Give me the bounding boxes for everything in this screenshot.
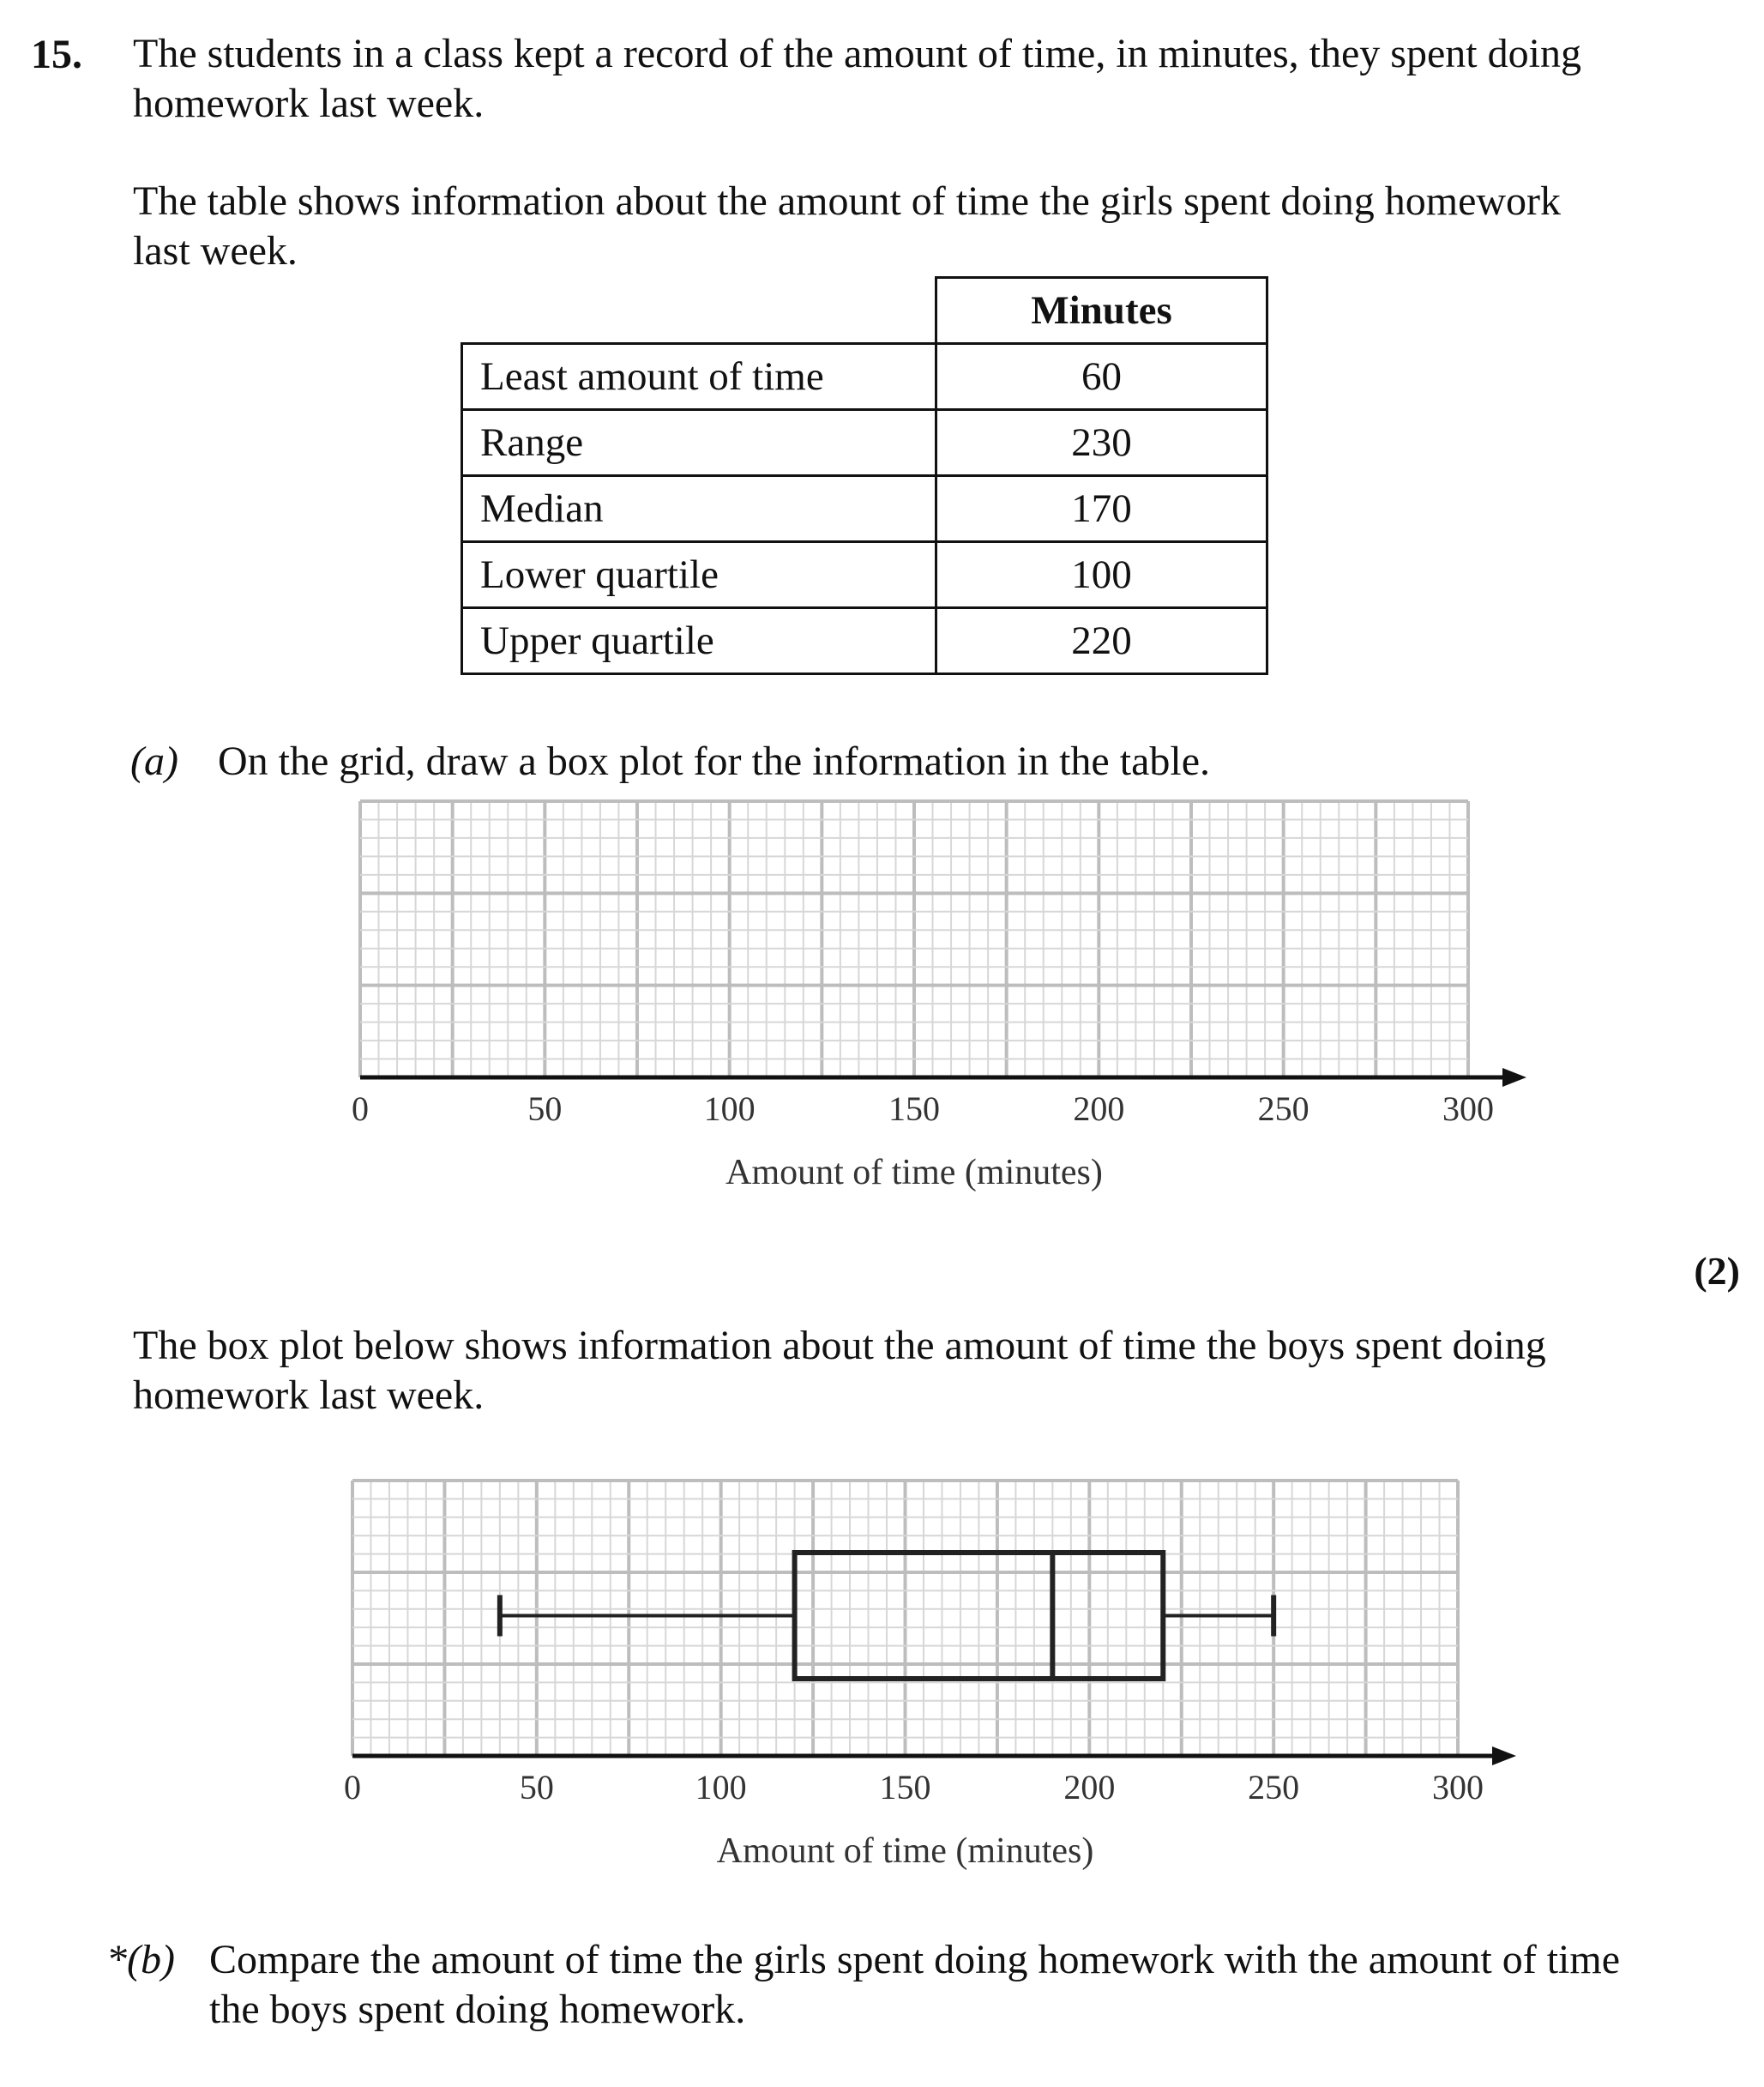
- question-number: 15.: [31, 32, 82, 77]
- x-tick-label: 100: [695, 1768, 747, 1807]
- table-row-value: 230: [936, 410, 1267, 476]
- x-tick-label: 50: [519, 1768, 554, 1807]
- question-intro-line-1: The students in a class kept a record of the amount of time, in minutes, they spent doing: [133, 31, 1581, 76]
- table-row-label: Upper quartile: [462, 608, 936, 674]
- table-row-label: Median: [462, 476, 936, 542]
- x-axis-arrowhead: [1502, 1068, 1526, 1087]
- boys-intro-line-2: homework last week.: [133, 1372, 485, 1418]
- x-tick-label: 0: [352, 1089, 369, 1128]
- part-a-label: (a): [130, 739, 178, 784]
- part-a-text: On the grid, draw a box plot for the information in the table.: [217, 739, 1211, 784]
- table-header-minutes: Minutes: [936, 278, 1267, 344]
- boys-intro-line-1: The box plot below shows information about the amount of time the boys spent doing: [133, 1323, 1546, 1368]
- table-row-value: 220: [936, 608, 1267, 674]
- x-tick-label: 100: [703, 1089, 756, 1128]
- part-b-prompt: [106, 1935, 1620, 2035]
- x-tick-label: 200: [1063, 1768, 1116, 1807]
- x-axis-label: Amount of time (minutes): [725, 1153, 1103, 1192]
- table-row-value: 170: [936, 476, 1267, 542]
- x-tick-label: 150: [879, 1768, 931, 1807]
- x-tick-label: 0: [344, 1768, 361, 1807]
- part-b-line-2: the boys spent doing homework.: [209, 1987, 746, 2032]
- part-a-marks: (2): [1694, 1249, 1740, 1293]
- table-intro-line-2: last week.: [133, 228, 298, 274]
- table-row-label: Range: [462, 410, 936, 476]
- part-b-label: *(b): [106, 1937, 175, 1982]
- x-tick-label: 50: [527, 1089, 563, 1128]
- x-tick-label: 200: [1073, 1089, 1125, 1128]
- question-intro-line-2: homework last week.: [133, 81, 485, 126]
- table-row-value: 60: [936, 344, 1267, 410]
- table-row-label: Lower quartile: [462, 542, 936, 608]
- x-axis-label: Amount of time (minutes): [716, 1831, 1094, 1871]
- x-tick-label: 150: [888, 1089, 940, 1128]
- x-tick-label: 300: [1432, 1768, 1484, 1807]
- boys-intro: [133, 1321, 1546, 1420]
- x-tick-label: 250: [1257, 1089, 1309, 1128]
- table-row-label: Least amount of time: [462, 344, 936, 410]
- x-tick-label: 300: [1442, 1089, 1494, 1128]
- table-row-value: 100: [936, 542, 1267, 608]
- x-tick-label: 250: [1248, 1768, 1300, 1807]
- part-b-line-1: Compare the amount of time the girls spent doing homework with the amount of time: [209, 1937, 1621, 1982]
- table-intro-line-1: The table shows information about the amount of time the girls spent doing homework: [133, 178, 1562, 224]
